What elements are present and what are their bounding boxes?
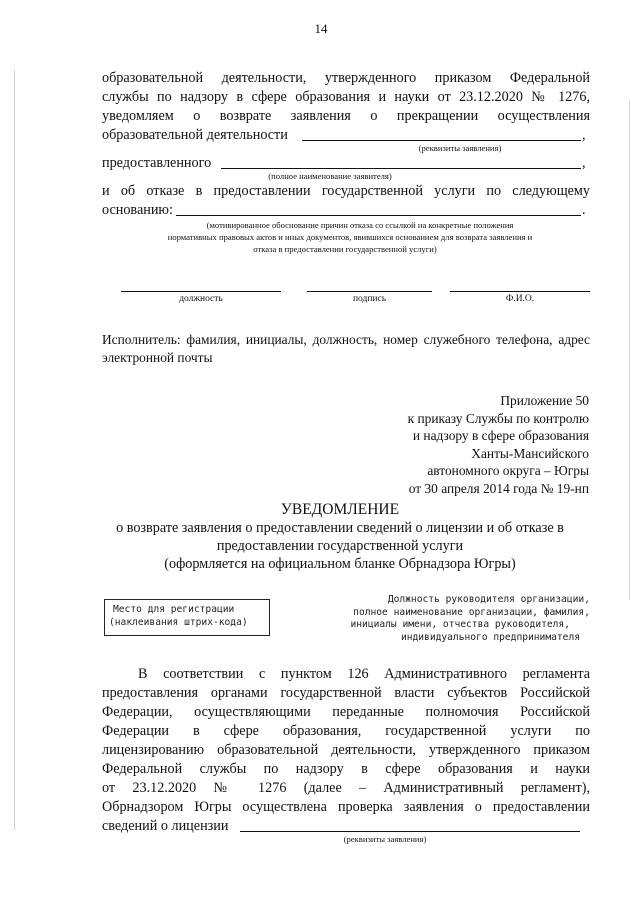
applicant-underline <box>221 168 581 169</box>
appendix-line-1: Приложение 50 <box>500 393 589 408</box>
top-line-7-end: . <box>582 202 586 218</box>
top-line-5: предоставленного <box>102 155 212 171</box>
top-line-4-end: , <box>582 127 586 143</box>
appendix-line-5: автономного округа – Югры <box>427 463 589 479</box>
body-line-9: сведений о лицензии <box>102 818 229 834</box>
addressee-block <box>300 594 590 644</box>
executor-line-2: электронной почты <box>102 350 213 365</box>
body-caption-requisites: (реквизиты заявления) <box>343 834 427 844</box>
body-requisites-underline <box>240 831 580 832</box>
name-signature-line <box>450 291 590 292</box>
body-line-5: лицензированию образовательной деятельности, утвержденного приказом <box>102 742 590 758</box>
appendix-line-6: от 30 апреля 2014 года № 19-нп <box>408 480 589 496</box>
grounds-underline <box>176 215 581 216</box>
addressee-line-2: полное наименование организации, фамилия, <box>353 606 590 618</box>
addressee-line-3: инициалы имени, отчества руководителя, <box>350 619 570 630</box>
notice-subtitle-1: о возврате заявления о предоставлении сведений о лицензии и об отказе в <box>116 520 564 536</box>
registration-box <box>104 599 270 636</box>
requisites-underline <box>302 140 581 141</box>
body-line-2: предоставления органами государственной власти субъектов Российской <box>102 685 590 701</box>
appendix-line-2: к приказу Службы по контролю <box>407 410 589 426</box>
executor-line-1: Исполнитель: фамилия, инициалы, должность, номер служебного телефона, адрес <box>102 332 590 347</box>
top-line-1: образовательной деятельности, утвержденного приказом Федеральной <box>102 70 590 86</box>
top-line-4: образовательной деятельности <box>102 127 288 143</box>
top-line-5-end: , <box>582 155 586 171</box>
body-line-8: Обрнадзором Югры осуществлена проверка заявления о предоставлении <box>102 799 590 815</box>
top-line-3: уведомляем о возврате заявления о прекращении осуществления <box>102 108 590 124</box>
top-line-6: и об отказе в предоставлении государственной услуги по следующему <box>102 183 590 199</box>
caption-grounds-1: (мотивированное обоснование причин отказа со ссылкой на конкретные положения <box>206 220 514 230</box>
caption-applicant: (полное наименование заявителя) <box>268 171 392 181</box>
notice-subtitle-2: предоставлении государственной услуги <box>216 538 464 554</box>
page-number: 14 <box>314 21 328 36</box>
body-line-3: Федерации, осуществляющими переданные полномочия Российской <box>102 704 590 720</box>
body-line-7: от 23.12.2020 № 1276 (далее – Административный регламент), <box>102 780 590 796</box>
signature-position-label: должность <box>179 294 223 304</box>
body-line-4: Федерации в сфере образования, государственной услуги по <box>102 723 590 739</box>
appendix-block <box>408 392 589 498</box>
caption-grounds-3: отказа в предоставлении государственной услуги) <box>253 244 437 254</box>
notice-subtitle-3: (оформляется на официальном бланке Обрнадзора Югры) <box>164 556 516 572</box>
sign-signature-line <box>307 291 432 292</box>
body-line-1: В соответствии с пунктом 126 Административного регламента <box>138 666 590 682</box>
registration-box-line-2: (наклеивания штрих-кода) <box>109 617 248 628</box>
caption-requisites: (реквизиты заявления) <box>418 143 502 153</box>
registration-box-line-1: Место для регистрации <box>113 604 235 615</box>
top-line-2: службы по надзору в сфере образования и науки от 23.12.2020 № 1276, <box>102 89 590 105</box>
appendix-line-4: Ханты-Мансийского <box>471 445 589 461</box>
scan-edge-left <box>14 70 15 830</box>
signature-name-label: Ф.И.О. <box>505 294 535 304</box>
top-line-7: основанию: <box>102 202 173 218</box>
position-signature-line <box>121 291 281 292</box>
notice-title: УВЕДОМЛЕНИЕ <box>280 501 400 518</box>
caption-grounds-2: нормативных правовых актов и иных документов, явившихся основанием для возврата заявления и <box>167 232 533 242</box>
signature-sign-label: подпись <box>352 294 387 304</box>
appendix-line-3: и надзору в сфере образования <box>412 428 589 444</box>
addressee-line-4: индивидуального предпринимателя <box>400 631 580 643</box>
body-line-6: Федеральной службы по надзору в сфере образования и науки <box>102 761 590 777</box>
addressee-line-1: Должность руководителя организации, <box>387 594 590 605</box>
